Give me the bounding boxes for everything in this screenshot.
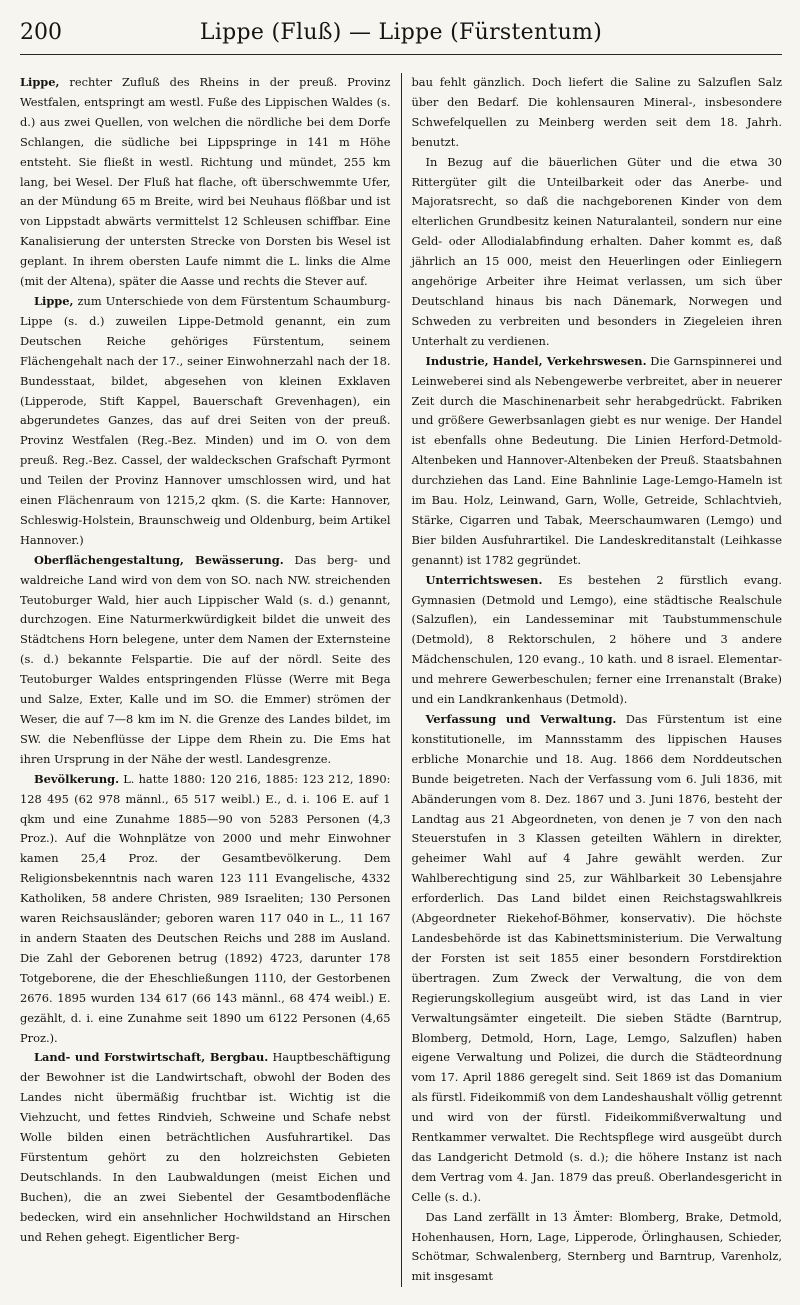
running-head: Lippe (Fluß) — Lippe (Fürstentum) (199, 20, 603, 45)
paragraph-text: bau fehlt gänzlich. Doch liefert die Saline zu Salzuflen Salz über den Bedarf. Die kohlensauren Mineral-, insbesondere Schwefelquellen zu Meinberg werden seit dem 18. Jahrh. benutzt. (411, 75, 782, 149)
left-column (20, 73, 401, 1287)
section-heading: Unterrichtswesen. (425, 572, 543, 587)
paragraph-text: Das Land zerfällt in 13 Ämter: Blomberg, Brake, Detmold, Hohenhausen, Horn, Lage, Lipperode, Örlinghausen, Schieder, Schötmar, Schwalenberg, Sternberg und Barntrup, Varenholz, mit insgesamt (411, 1209, 782, 1284)
entry-lippe-river (20, 73, 391, 292)
entry-text: rechter Zufluß des Rheins in der preuß. Provinz Westfalen, entspringt am westl. Fuße des Lippischen Waldes (s. d.) aus zwei Quellen, von welchen die nördliche bei dem Dorfe Schlangen, die südliche bei Lippspringe in 141 m Höhe entsteht. Sie fließt in westl. Richtung und mündet, 255 km lang, bei Wesel. Der Fluß hat flache, oft überschwemmte Ufer, an der Mündung 65 m Breite, wird bei Neuhaus flößbar und ist von Lippstadt abwärts vermittelst 12 Schleusen schiffbar. Eine Kanalisierung der untersten Strecke von Dorsten bis Wesel ist geplant. In ihrem obersten Laufe nimmt die L. links die Alme (mit der Altena), später die Aasse und rechts die Stever auf. (20, 75, 391, 289)
section-population (20, 770, 391, 1049)
section-education (412, 571, 783, 710)
section-agriculture (20, 1048, 391, 1247)
right-column (401, 73, 783, 1287)
section-text: Es bestehen 2 fürstlich evang. Gymnasien (Detmold und Lemgo), eine städtische Realschule (Salzuflen), ein Landesseminar mit Taubstummenschule (Detmold), 8 Rektorschulen, 2 höhere und 3 andere Mädchenschulen, 120 evang., 10 kath. und 8 israel. Elementar- und mehrere Gewerbeschulen; ferner eine Irrenanstalt (Brake) und ein Landkrankenhaus (Detmold). (411, 572, 782, 707)
paragraph-inheritance (412, 153, 783, 352)
section-text: Die Garnspinnerei und Leinweberei sind als Nebengewerbe verbreitet, aber in neuerer Zeit durch die Maschinenarbeit sehr herabgedrückt. Fabriken und größere Gewerbsanlagen giebt es nur wenige. Der Handel ist ebenfalls ohne Bedeutung. Die Linien Herford-Detmold-Altenbeken und Hannover-Altenbeken der Preuß. Staatsbahnen durchziehen das Land. Eine Bahnlinie Lage-Lemgo-Hameln ist im Bau. Holz, Leinwand, Garn, Wolle, Getreide, Schlachtvieh, Stärke, Cigarren und Tabak, Meerschaumwaren (Lemgo) und Bier bilden Ausfuhrartikel. Die Landeskreditanstalt (Leihkasse genannt) ist 1782 gegründet. (411, 353, 782, 567)
entry-term: Lippe, (20, 75, 60, 89)
paragraph-mining-continued (412, 73, 783, 153)
section-text: Das Fürstentum ist eine konstitutionelle, im Mannsstamm des lippischen Hauses erbliche Monarchie und 18. Aug. 1866 dem Norddeutschen Bunde beigetreten. Nach der Verfassung vom 6. Juli 1836, mit Abänderungen vom 8. Dez. 1867 und 3. Juni 1876, besteht der Landtag aus 21 Abgeordneten, von denen je 7 von den nach Steuerstufen in 3 Klassen geteilten Wählern in direkter, geheimer Wahl auf 4 Jahre gewählt werden. Zur Wahlberechtigung sind 25, zur Wählbarkeit 30 Lebensjahre erforderlich. Das Land bildet einen Reichstagswahlkreis (Abgeordneter Riekehof-Böhmer, konservativ). Die höchste Landesbehörde ist das Kabinettsministerium. Die Verwaltung der Forsten ist seit 1855 einer besondern Forstdirektion übertragen. Zum Zweck der Verwaltung, die von dem Regierungskollegium ausgeübt wird, ist das Land in vier Verwaltungsämter eingeteilt. Die sieben Städte (Barntrup, Blomberg, Detmold, Horn, Lage, Lemgo, Salzuflen) haben eigene Verwaltung und Polizei, die durch die Städteordnung vom 17. April 1886 geregelt sind. Seit 1869 ist das Domanium als fürstl. Fideikommiß von dem Landeshaushalt völlig getrennt und wird von der fürstl. Fideikommißverwaltung und Rentkammer verwaltet. Die Rechtspflege wird ausgeübt durch das Landgericht Detmold (s. d.); die höhere Instanz ist nach dem Vertrag vom 4. Jan. 1879 das preuß. Oberlandesgericht in Celle (s. d.). (411, 712, 782, 1204)
section-surface (20, 551, 391, 770)
page-header (20, 14, 782, 55)
section-text: Das berg- und waldreiche Land wird von dem von SO. nach NW. streichenden Teutoburger Wald, hier auch Lippischer Wald (s. d.) genannt, durchzogen. Eine Naturmerkwürdigkeit bildet die unweit des Städtchens Horn belegene, unter dem Namen der Externsteine (s. d.) bekannte Felspartie. Die auf der nördl. Seite des Teutoburger Waldes entspringenden Flüsse (Werre mit Bega und Salze, Exter, Kalle und im SO. die Emmer) strömen der Weser, die auf 7—8 km im N. die Grenze des Landes bildet, im SW. die Nebenflüsse der Lippe dem Rhein zu. Die Ems hat ihren Ursprung in der Nähe der westl. Landesgrenze. (20, 552, 391, 766)
entry-text: zum Unterschiede von dem Fürstentum Schaumburg-Lippe (s. d.) zuweilen Lippe-Detmold genannt, ein zum Deutschen Reiche gehöriges Fürstentum, seinem Flächengehalt nach der 17., seiner Einwohnerzahl nach der 18. Bundesstaat, bildet, abgesehen von kleinen Exklaven (Lipperode, Stift Kappel, Bauerschaft Grevenhagen), ein abgerundetes Ganzes, das auf drei Seiten von der preuß. Provinz Westfalen (Reg.-Bez. Minden) und im O. von dem preuß. Reg.-Bez. Cassel, der waldeckschen Grafschaft Pyrmont und Teilen der Provinz Hannover umschlossen wird, und hat einen Flächenraum von 1215,2 qkm. (S. die Karte: Hannover, Schleswig-Holstein, Braunschweig und Oldenburg, beim Artikel Hannover.) (20, 293, 391, 547)
section-heading: Verfassung und Verwaltung. (425, 712, 617, 726)
paragraph-districts (412, 1208, 783, 1288)
section-constitution (412, 710, 783, 1208)
entry-lippe-principality (20, 292, 391, 551)
section-heading: Industrie, Handel, Verkehrswesen. (425, 353, 647, 368)
section-text: L. hatte 1880: 120 216, 1885: 123 212, 1890: 128 495 (62 978 männl., 65 517 weibl.) E., d. i. 106 E. auf 1 qkm und eine Zunahme 1885—90 von 5283 Personen (4,3 Proz.). Auf die Wohnplätze von 2000 und mehr Einwohner kamen 25,4 Proz. der Gesamtbevölkerung. Dem Religionsbekenntnis nach waren 123 111 Evangelische, 4332 Katholiken, 58 andere Christen, 989 Israeliten; 130 Personen waren Reichsausländer; geboren waren 117 040 in L., 11 167 in andern Staaten des Deutschen Reichs und 288 im Ausland. Die Zahl der Geborenen betrug (1892) 4723, darunter 178 Totgeborene, die der Eheschließungen 1110, der Gestorbenen 2676. 1895 wurden 134 617 (66 143 männl., 68 474 weibl.) E. gezählt, d. i. eine Zunahme seit 1890 um 6122 Personen (4,65 Proz.). (20, 771, 391, 1045)
section-heading: Bevölkerung. (34, 771, 120, 786)
entry-term: Lippe, (34, 293, 74, 308)
section-text: Hauptbeschäftigung der Bewohner ist die Landwirtschaft, obwohl der Boden des Landes nicht übermäßig fruchtbar ist. Wichtig ist die Viehzucht, und fettes Rindvieh, Schweine und Schafe nebst Wolle bilden einen beträchtlichen Ausfuhrartikel. Das Fürstentum gehört zu den holzreichsten Gebieten Deutschlands. In den Laubwaldungen (meist Eichen und Buchen), die an zwei Siebentel der Gesamtbodenfläche bedecken, wird ein ansehnlicher Hochwildstand an Hirschen und Rehen gehegt. Eigentlicher Berg- (20, 1050, 391, 1244)
text-columns (20, 73, 782, 1287)
paragraph-text: In Bezug auf die bäuerlichen Güter und die etwa 30 Rittergüter gilt die Unteilbarkeit oder das Anerbe- und Majoratsrecht, so daß die nachgeborenen Kinder von dem elterlichen Grundbesitz keinen Naturalanteil, sondern nur eine Geld- oder Allodialabfindung erhalten. Daher kommt es, daß jährlich an 15 000, meist den Heuerlingen oder Einliegern angehörige Arbeiter ihre Heimat verlassen, um sich über Deutschland hinaus bis nach Dänemark, Norwegen und Schweden zu verbreiten und besonders in Ziegeleien ihren Unterhalt zu verdienen. (411, 154, 782, 348)
section-industry (412, 352, 783, 571)
section-heading: Land- und Forstwirtschaft, Bergbau. (34, 1050, 269, 1065)
page-number: 200 (20, 20, 62, 45)
section-heading: Oberflächengestaltung, Bewässerung. (34, 552, 284, 567)
